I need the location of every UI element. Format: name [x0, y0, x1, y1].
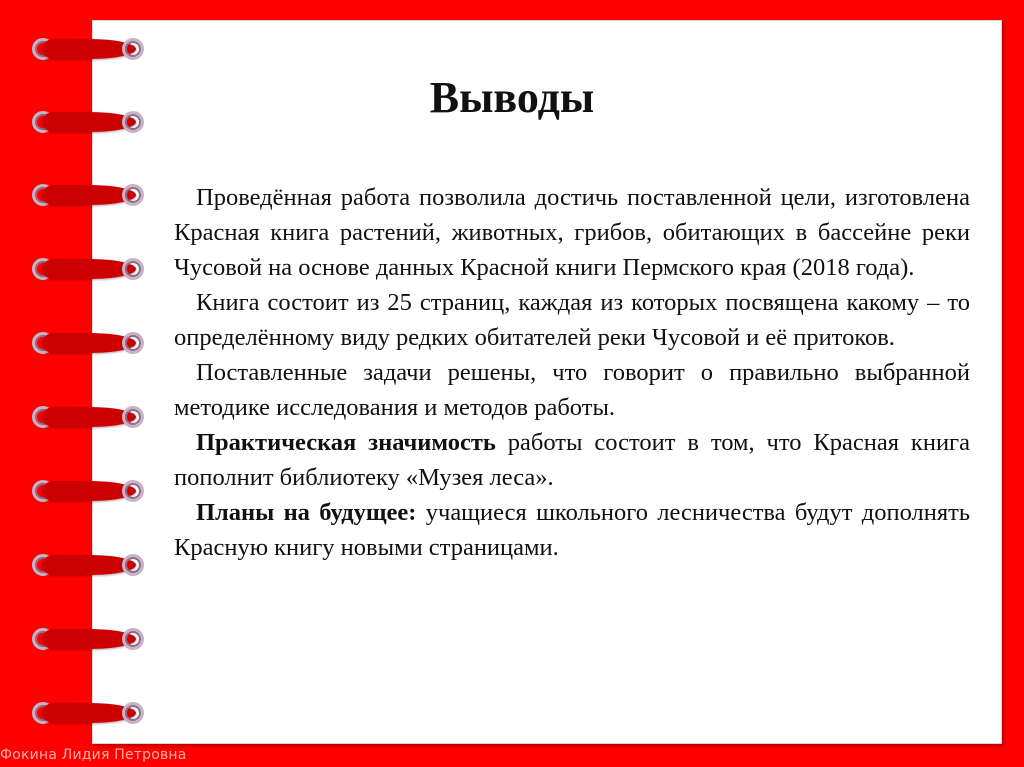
spiral-ring-icon — [32, 478, 144, 504]
paragraph-future-plans — [174, 495, 970, 565]
paragraph-book-structure — [174, 285, 970, 355]
spiral-ring-icon — [32, 700, 144, 726]
spiral-ring-icon — [32, 626, 144, 652]
paragraph-bold-lead: Практическая значимость — [196, 429, 496, 456]
spiral-ring-icon — [32, 36, 144, 62]
conclusions-body — [174, 180, 970, 565]
paragraph-practical-significance — [174, 425, 970, 495]
paragraph-result — [174, 180, 970, 285]
paragraph-bold-lead: Планы на будущее: — [196, 499, 417, 526]
spiral-ring-icon — [32, 109, 144, 135]
spiral-ring-icon — [32, 404, 144, 430]
paragraph-text: учащиеся школьного лесничества будут дополнять Красную книгу новыми страницами. — [174, 499, 970, 561]
author-footer: Фокина Лидия Петровна — [0, 747, 187, 763]
spiral-ring-icon — [32, 182, 144, 208]
slide-title: Выводы — [429, 73, 595, 122]
spiral-ring-icon — [32, 256, 144, 282]
paragraph-text: работы состоит в том, что Красная книга пополнит библиотеку «Музея леса». — [174, 429, 970, 491]
paragraph-tasks — [174, 355, 970, 425]
paragraph-text: Поставленные задачи решены, что говорит о правильно выбранной методике исследования и методов работы. — [174, 359, 970, 421]
spiral-ring-icon — [32, 330, 144, 356]
spiral-ring-icon — [32, 552, 144, 578]
paragraph-text: Книга состоит из 25 страниц, каждая из которых посвящена какому – то определённому виду редких обитателей реки Чусовой и её притоков. — [174, 289, 970, 351]
paragraph-text: Проведённая работа позволила достичь поставленной цели, изготовлена Красная книга растений, животных, грибов, обитающих в бассейне реки Чусовой на основе данных Красной книги Пермского края (2018 года). — [174, 184, 970, 281]
